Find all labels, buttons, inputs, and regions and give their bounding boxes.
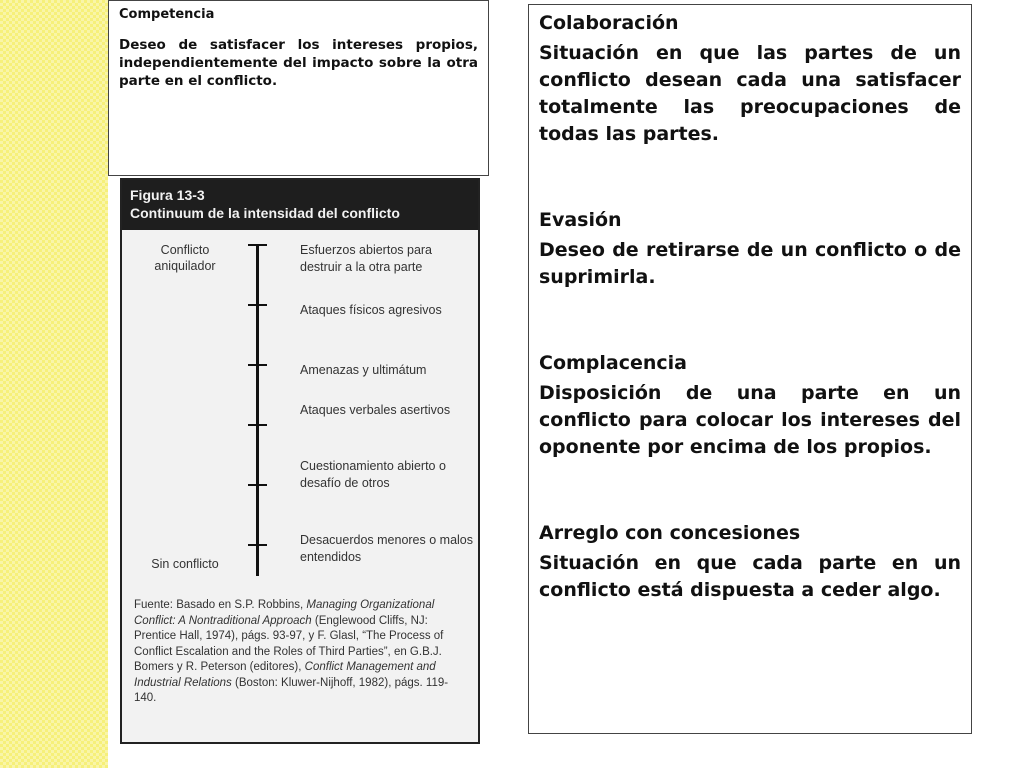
scale-axis-line [256,244,259,576]
scale-tick [248,244,267,246]
scale-tick [248,544,267,546]
intensity-scale [122,230,478,570]
source-book-title: Conflict Management and Industrial Relations [134,661,436,689]
source-book-title: Managing Organizational Conflict: A Nontraditional Approach [134,599,435,627]
scale-tick [248,484,267,486]
definition-text: Situación en que las partes de un conflicto desean cada una satisfacer totalmente las preocupaciones de todas las partes. [539,42,961,145]
definition-term: Complacencia [539,352,688,374]
scale-top-label: Conflicto aniquilador [154,243,216,273]
competencia-text: Deseo de satisfacer los intereses propios, independientemente del impacto sobre la otra parte en el conflicto. [119,37,478,89]
conflict-intensity-figure [120,178,480,744]
level-label: Ataques físicos agresivos [300,303,442,317]
level-label: Ataques verbales asertivos [300,403,451,417]
definition-block [539,351,961,461]
source-text: (Englewood Cliffs, NJ: Prentice Hall, 1974), págs. 93-97, y F. Glasl, “The Process of Conflict Escalation and the Roles of Third Parties”, en G.B.J. Bomers y R. Peterson (editores), [134,614,444,673]
level-label: Amenazas y ultimátum [300,363,427,377]
figure-header [122,180,478,230]
definition-term: Arreglo con concesiones [539,522,801,544]
decorative-yellow-strip [0,0,108,768]
figure-title: Continuum de la intensidad del conflicto [130,205,400,221]
definition-block [539,521,961,604]
level-label: Esfuerzos abiertos para destruir a la otra parte [300,243,433,274]
competencia-definition-box [108,0,489,176]
figure-source-note [134,598,470,707]
level-label: Cuestionamiento abierto o desafío de otros [300,459,446,490]
conflict-styles-definitions [528,4,972,734]
definition-term: Colaboración [539,12,679,34]
source-text: (Boston: Kluwer-Nijhoff, 1982), págs. 119-140. [134,676,449,704]
source-text: Fuente: Basado en S.P. Robbins, [134,599,307,611]
figure-label: Figura 13-3 [130,187,205,203]
definition-text: Situación en que cada parte en un conflicto está dispuesta a ceder algo. [539,552,961,601]
scale-tick [248,364,267,366]
scale-tick [248,304,267,306]
scale-tick [248,424,267,426]
definition-block [539,11,961,148]
competencia-heading: Competencia [119,7,215,22]
definition-block [539,208,961,291]
scale-bottom-label: Sin conflicto [151,557,219,571]
definition-text: Disposición de una parte en un conflicto para colocar los intereses del oponente por encima de los propios. [539,382,961,458]
definition-text: Deseo de retirarse de un conflicto o de suprimirla. [539,239,961,288]
definition-term: Evasión [539,209,622,231]
level-label: Desacuerdos menores o malos entendidos [300,533,473,564]
